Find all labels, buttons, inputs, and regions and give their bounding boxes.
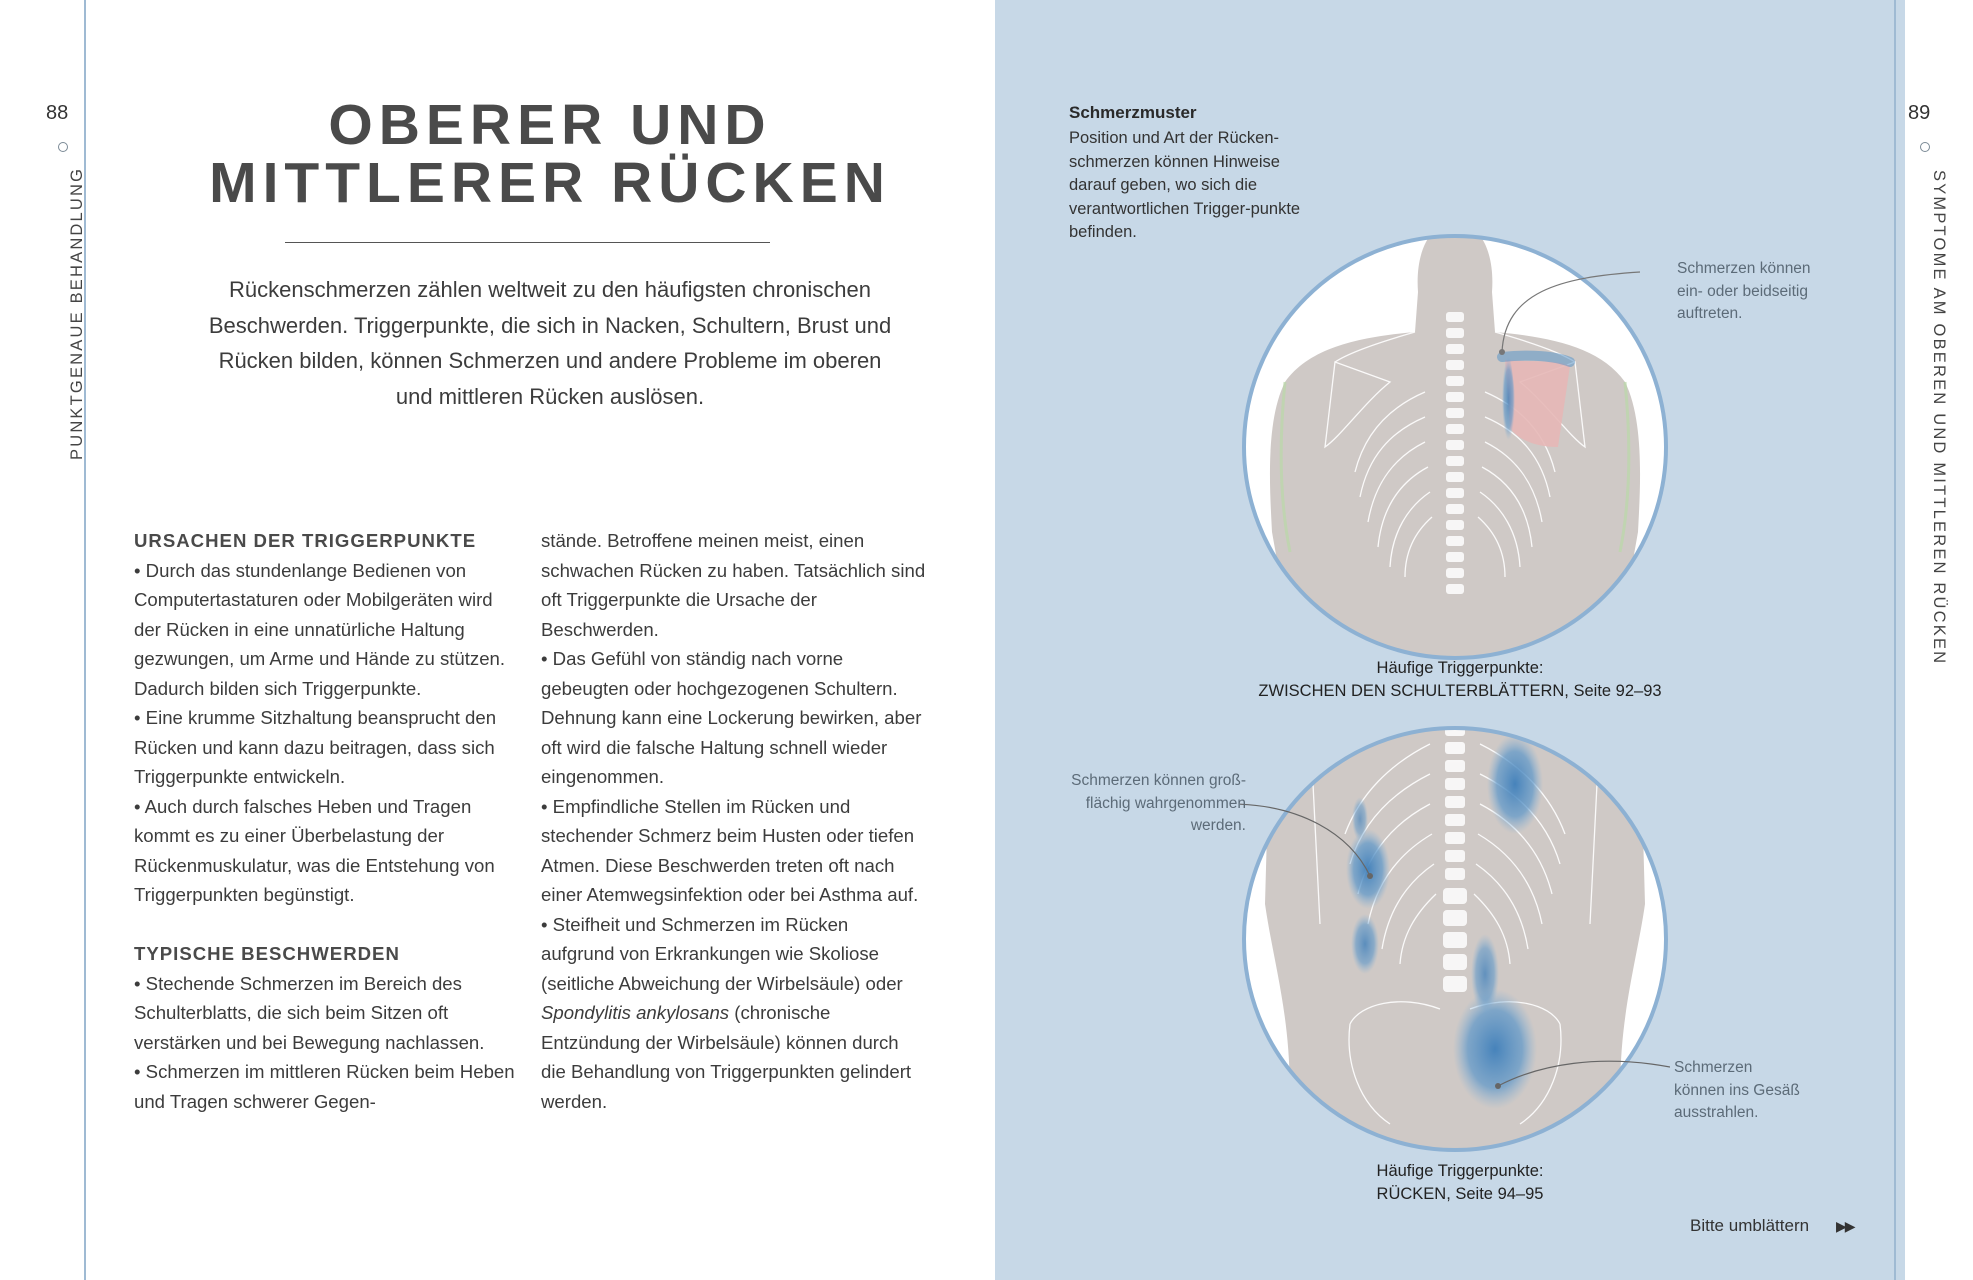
- text-column-1: [134, 526, 519, 1116]
- annotation-line: können ins Gesäß: [1674, 1081, 1800, 1099]
- page-title: [150, 93, 950, 215]
- caption-line: ZWISCHEN DEN SCHULTERBLÄTTERN, Seite 92–93: [1258, 682, 1662, 700]
- annotation-line: Schmerzen: [1674, 1059, 1753, 1076]
- annotation-wide-area: [1060, 770, 1246, 838]
- caption-line: Häufige Triggerpunkte:: [1376, 1162, 1544, 1180]
- intro-paragraph: [150, 272, 950, 414]
- annotation-one-or-both-sides: [1677, 258, 1811, 326]
- annotation-line: auftreten.: [1677, 305, 1743, 322]
- caption-line: Häufige Triggerpunkte:: [1376, 659, 1544, 677]
- upper-back-illustration: [1240, 232, 1670, 662]
- caption-line: RÜCKEN, Seite 94–95: [1376, 1185, 1544, 1203]
- annotation-line: ausstrahlen.: [1674, 1104, 1759, 1121]
- figure2-caption: [1200, 1160, 1720, 1206]
- turn-page-label: Bitte umblättern: [1690, 1216, 1810, 1235]
- running-head-right: SYMPTOME AM OBEREN UND MITTLEREN RÜCKEN: [1930, 170, 1948, 666]
- annotation-radiate-buttocks: [1674, 1057, 1800, 1125]
- symptom-item: • Schmerzen im mittleren Rücken beim Heben und Tragen schwerer Gegen-: [134, 1061, 515, 1112]
- symptom-item: • Das Gefühl von ständig nach vorne gebeugten oder hochgezogenen Schultern. Dehnung kann eine Lockerung bewirken, aber oft wird die falsche Haltung schnell wieder eingenommen.: [541, 648, 922, 787]
- page-number-left: 88: [46, 102, 69, 124]
- intro-line: Beschwerden. Triggerpunkte, die sich in Nacken, Schultern, Brust und: [208, 312, 892, 338]
- text-column-2: [541, 526, 926, 1116]
- symptoms-heading: TYPISCHE BESCHWERDEN: [134, 943, 400, 964]
- annotation-line: werden.: [1190, 817, 1246, 834]
- symptom-text: • Steifheit und Schmerzen im Rücken aufgrund von Erkrankungen wie Skoliose (seitliche Abweichung der Wirbelsäule) oder: [541, 913, 903, 994]
- figure1-caption: [1200, 657, 1720, 703]
- disease-name-italic: Spondylitis ankylosans: [541, 1002, 730, 1023]
- intro-line: Rücken bilden, können Schmerzen und andere Probleme im oberen: [218, 348, 882, 373]
- cause-item: • Durch das stundenlange Bedienen von Computertastaturen oder Mobilgeräten wird der Rücken in eine unnatürliche Haltung gezwungen, um Arme und Hände zu stützen. Dadurch bilden sich Triggerpunkte.: [134, 559, 506, 699]
- annotation-line: ein- oder beidseitig: [1677, 282, 1808, 300]
- symptom-continued: stände. Betroffene meinen meist, einen schwachen Rücken zu haben. Tatsächlich sind oft Triggerpunkte die Ursache der Beschwerden.: [541, 530, 926, 640]
- right-margin-rule: [1894, 0, 1896, 1280]
- symptom-item: • Stechende Schmerzen im Bereich des Schulterblatts, die sich beim Sitzen oft verstärken und bei Bewegung nachlassen.: [134, 972, 485, 1053]
- running-head-left: PUNKTGENAUE BEHANDLUNG: [68, 166, 86, 460]
- annotation-line: Schmerzen können groß-: [1071, 772, 1246, 789]
- cause-item: • Auch durch falsches Heben und Tragen kommt es zu einer Überbelastung der Rückenmuskulatur, was die Entstehung von Triggerpunkten begünstigt.: [134, 795, 495, 905]
- annotation-line: Schmerzen können: [1677, 260, 1811, 277]
- marker-circle-icon: [1920, 142, 1930, 152]
- intro-line: Rückenschmerzen zählen weltweit zu den häufigsten chronischen: [228, 277, 872, 302]
- title-line-2: MITTLERER RÜCKEN: [209, 151, 891, 215]
- caption-title: Schmerzmuster: [1069, 103, 1197, 122]
- symptom-text: (chronische Entzündung der Wirbelsäule) können durch die Behandlung von Triggerpunkten gelindert werden.: [541, 1002, 912, 1112]
- causes-heading: URSACHEN DER TRIGGERPUNKTE: [134, 530, 477, 551]
- page-number-right: 89: [1908, 102, 1931, 124]
- annotation-line: flächig wahrgenommen: [1085, 794, 1246, 812]
- symptom-item: • Empfindliche Stellen im Rücken und stechender Schmerz beim Husten oder tiefen Atmen. Diese Beschwerden treten oft nach einer Atemwegsinfektion oder bei Asthma auf.: [541, 795, 919, 905]
- caption-body: Position und Art der Rücken-schmerzen können Hinweise darauf geben, wo sich die verantwortlichen Trigger-punkte befinden.: [1069, 129, 1301, 241]
- marker-circle-icon: [58, 142, 68, 152]
- symptom-item-last: [541, 910, 926, 1117]
- title-line-1: OBERER UND: [328, 93, 772, 157]
- double-play-arrow-icon: ▶▶: [1836, 1218, 1854, 1234]
- cause-item: • Eine krumme Sitzhaltung beansprucht den Rücken und kann dazu beitragen, dass sich Triggerpunkte entwickeln.: [134, 707, 497, 787]
- title-divider: [285, 242, 770, 243]
- intro-line: und mittleren Rücken auslösen.: [395, 383, 705, 409]
- mid-back-illustration: [1240, 724, 1670, 1154]
